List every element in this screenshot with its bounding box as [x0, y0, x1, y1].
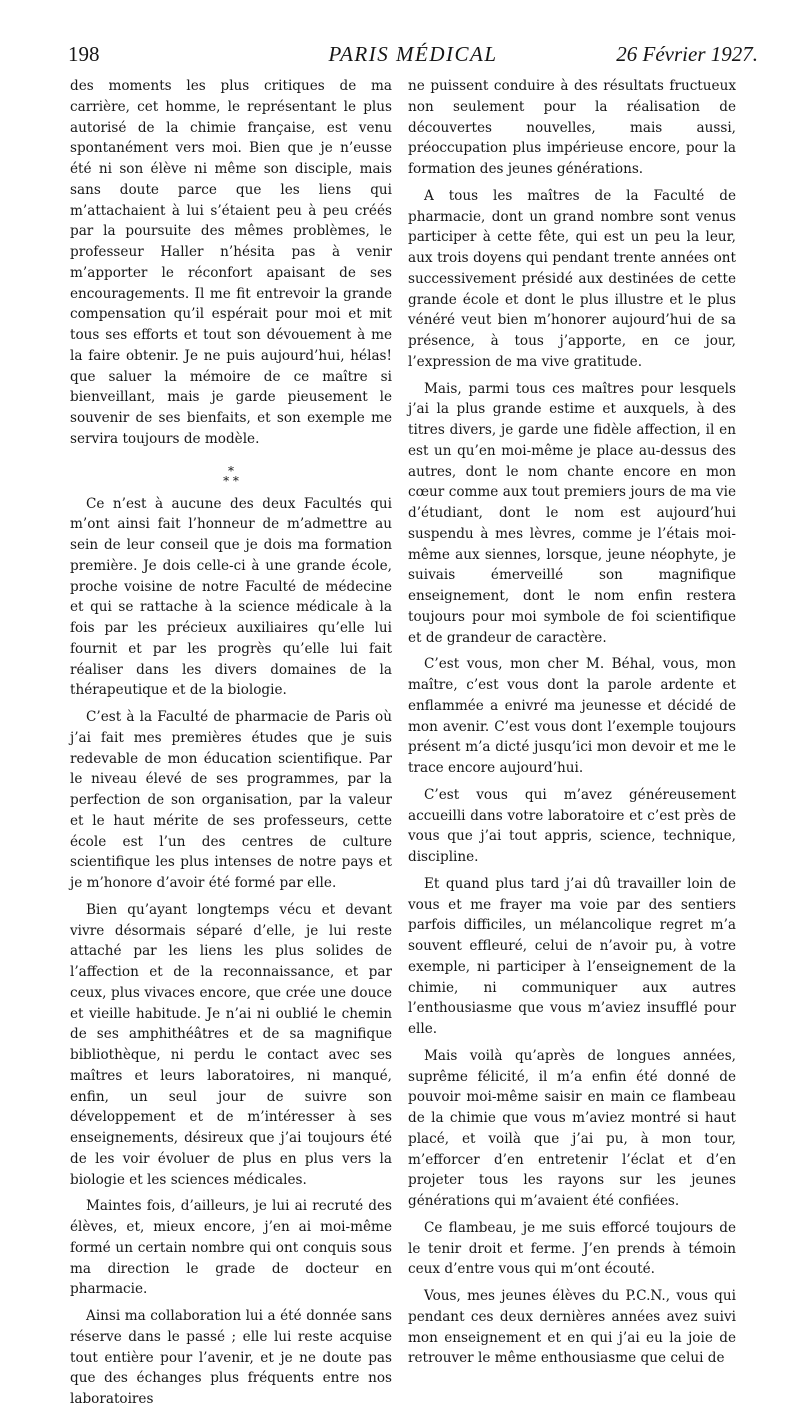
paragraph: Ce flambeau, je me suis efforcé toujours de le tenir droit et ferme. J’en prends à témoin ceux d’entre vous qui m’ont écouté.	[408, 1219, 736, 1278]
paragraph: Ainsi ma collaboration lui a été donnée sans réserve dans le passé ; elle lui reste acquise tout entière pour l’avenir, et je ne doute pas que des échanges plus fréquents entre nos laboratoires	[70, 1308, 392, 1407]
left-column	[70, 76, 392, 1410]
paragraph: Et quand plus tard j’ai dû travailler loin de vous et me frayer ma voie par des sentiers parfois difficiles, un mélancolique regret m’a souvent effleuré, celui de n’avoir pu, à votre exemple, ni participer à l’enseignement de la chimie, ni communiquer aux autres l’enthousiasme que vous m’aviez insufflé pour elle.	[408, 875, 736, 1037]
paragraph: Maintes fois, d’ailleurs, je lui ai recruté des élèves, et, mieux encore, j’en ai moi-même formé un certain nombre qui ont conquis sous ma direction le grade de docteur en pharmacie.	[70, 1198, 392, 1298]
paragraph: Mais, parmi tous ces maîtres pour lesquels j’ai la plus grande estime et auxquels, à des titres divers, je garde une fidèle affection, il en est un qu’en moi-même je place au-dessus des autres, dont le nom chante encore en mon cœur comme aux tout premiers jours de ma vie d’étudiant, dont le nom est aujourd’hui suspendu à mes lèvres, comme je l’étais moi-même aux siennes, lorsque, jeune néophyte, je suivais émerveillé son magnifique enseignement, dont le nom enfin restera toujours pour moi symbole de foi scientifique et de grandeur de caractère.	[408, 380, 736, 646]
page-number: 198	[68, 42, 100, 66]
asterism-divider	[70, 450, 392, 494]
journal-title: PARIS MÉDICAL	[328, 42, 498, 66]
paragraph: A tous les maîtres de la Faculté de pharmacie, dont un grand nombre sont venus participer à cette fête, qui est un peu la leur, aux trois doyens qui pendant trente années ont successivement présidé aux destinées de cette grande école et dont le plus illustre et le plus vénéré veut bien m’honorer aujourd’hui de sa présence, à tous j’apporte, en ce jour, l’expression de ma vive gratitude.	[408, 187, 736, 370]
paragraph: Ce n’est à aucune des deux Facultés qui m’ont ainsi fait l’honneur de m’admettre au sein de leur conseil que je dois ma formation première. Je dois celle-ci à une grande école, proche voisine de notre Faculté de médecine et qui se rattache à la science médicale à la fois par les précieux auxiliaires qu’elle lui fournit et par les progrès qu’elle lui fait réaliser dans les divers domaines de la thérapeutique et de la biologie.	[70, 495, 392, 699]
paragraph: ne puissent conduire à des résultats fructueux non seulement pour la réalisation de découvertes nouvelles, mais aussi, préoccupation plus impérieuse encore, pour la formation des jeunes générations.	[408, 78, 736, 177]
paragraph: C’est à la Faculté de pharmacie de Paris où j’ai fait mes premières études que je suis redevable de mon éducation scientifique. Par le niveau élevé de ses programmes, par la perfection de son organisation, par la valeur et le haut mérite de ses professeurs, cette école est l’un des centres de culture scientifique les plus intenses de notre pays et je m’honore d’avoir été formé par elle.	[70, 709, 392, 891]
right-column	[408, 76, 736, 1369]
issue-date: 26 Février 1927.	[616, 42, 758, 66]
asterism-bottom: * *	[223, 473, 239, 488]
page-header	[68, 42, 758, 68]
paragraph: C’est vous qui m’avez généreusement accueilli dans votre laboratoire et c’est près de vous que j’ai tout appris, science, technique, discipline.	[408, 786, 736, 865]
paragraph: C’est vous, mon cher M. Béhal, vous, mon maître, c’est vous dont la parole ardente et enflammée a enivré ma jeunesse et décidé de mon avenir. C’est vous dont l’exemple toujours présent m’a dicté jusqu’ici mon devoir et me le trace encore aujourd’hui.	[408, 656, 736, 776]
paragraph: Bien qu’ayant longtemps vécu et devant vivre désormais séparé d’elle, je lui reste attaché par les liens les plus solides de l’affection et de la reconnaissance, et par ceux, plus vivaces encore, que crée une douce et vieille habitude. Je n’ai ni oublié le chemin de ses amphithéâtres et de sa magnifique bibliothèque, ni perdu le contact avec ses maîtres et leurs laboratoires, ni manqué, enfin, un seul jour de suivre son développement et de m’intéresser à ses enseignements, désireux que j’ai toujours été de les voir évoluer de plus en plus vers la biologie et les sciences médicales.	[70, 901, 392, 1188]
asterism-top: *	[228, 463, 234, 478]
paragraph: Vous, mes jeunes élèves du P.C.N., vous qui pendant ces deux dernières années avez suivi mon enseignement et en qui j’ai eu la joie de retrouver le même enthousiasme que celui de	[408, 1288, 736, 1367]
paragraph: Mais voilà qu’après de longues années, suprême félicité, il m’a enfin été donné de pouvoir moi-même saisir en main ce flambeau de la chimie que vous m’aviez montré si haut placé, et voilà que j’ai pu, à mon tour, m’efforcer d’en entretenir l’éclat et d’en projeter tous les rayons sur les jeunes générations qui m’avaient été confiées.	[408, 1047, 736, 1209]
paragraph: des moments les plus critiques de ma carrière, cet homme, le représentant le plus autorisé de la chimie française, est venu spontanément vers moi. Bien que je n’eusse été ni son élève ni même son disciple, mais sans doute parce que les liens qui m’attachaient à lui s’étaient peu à peu créés par la poursuite des mêmes problèmes, le professeur Haller n’hésita pas à venir m’apporter le réconfort apaisant de ses encouragements. Il me fit entrevoir la grande compensation qu’il espérait pour moi et mit tous ses efforts et tout son dévouement à me la faire obtenir. Je ne puis aujourd’hui, hélas! que saluer la mémoire de ce maître si bienveillant, mais je garde pieusement le souvenir de ses bienfaits, et son exemple me servira toujours de modèle.	[70, 78, 392, 447]
